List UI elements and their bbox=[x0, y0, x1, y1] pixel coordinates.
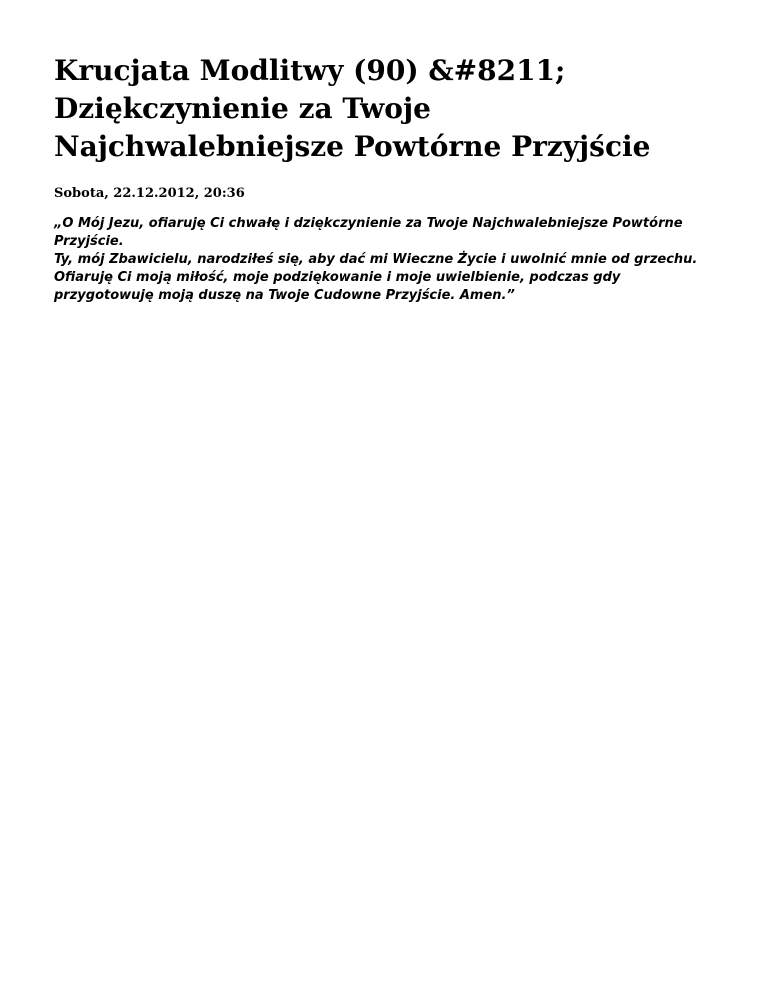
prayer-text bbox=[54, 215, 714, 305]
prayer-line: Ty, mój Zbawicielu, narodziłeś się, aby dać mi Wieczne Życie i uwolnić mnie od grzechu. bbox=[54, 252, 698, 267]
page-title: Krucjata Modlitwy (90) &#8211; Dziękczynienie za Twoje Najchwalebniejsze Powtórne Przyjście bbox=[54, 54, 651, 163]
post-date: Sobota, 22.12.2012, 20:36 bbox=[54, 186, 245, 201]
prayer-line: Ofiaruję Ci moją miłość, moje podziękowanie i moje uwielbienie, podczas gdy przygotowuję moją duszę na Twoje Cudowne Przyjście. Amen.” bbox=[54, 270, 621, 303]
prayer-line: „O Mój Jezu, ofiaruję Ci chwałę i dziękczynienie za Twoje Najchwalebniejsze Powtórne Przyjście. bbox=[54, 216, 683, 249]
